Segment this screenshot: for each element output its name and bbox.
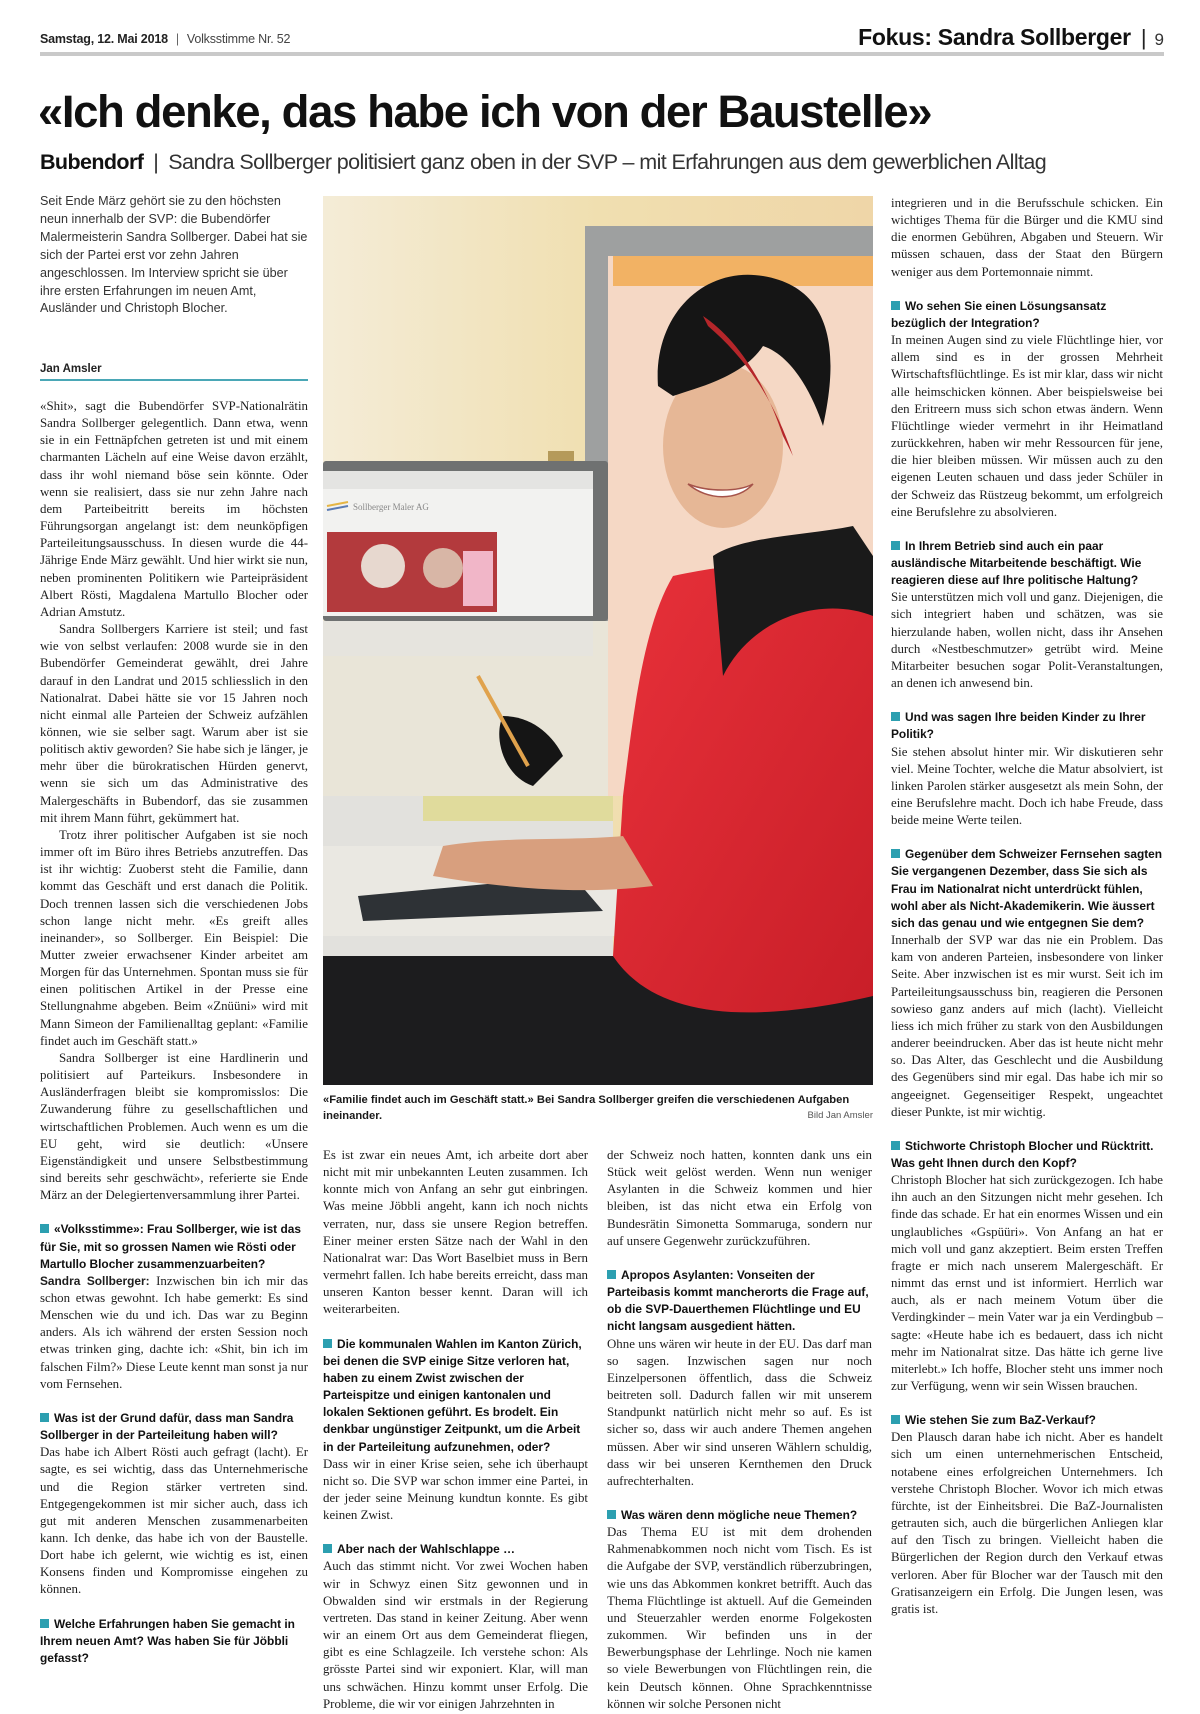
square-bullet-icon — [891, 712, 900, 721]
interview-question: Und was sagen Ihre beiden Kinder zu Ihrer Politik? — [891, 710, 1146, 742]
interview-question: Was wären denn mögliche neue Themen? — [607, 1507, 872, 1524]
square-bullet-icon — [607, 1270, 616, 1279]
masthead-rule — [40, 52, 1164, 56]
section-title: Fokus: Sandra Sollberger — [858, 24, 1131, 50]
body-paragraph: Sandra Sollbergers Karriere ist steil; und fast wie von selbst verlaufen: 2008 wurde sie in den Bubendörfer Gemeinderat gewählt, drei Jahre darauf in den Landrat und 2015 schliesslich in den Nationalrat. Dabei hätte sie vor 15 Jahren noch nicht einmal alle Parteien der Schweiz aufzählen können, wie sie selber sagt. Warum aber ist sie politisch aktiv geworden? Sie habe sich je länger, je mehr über die bürokratischen Hürden genervt, wenn sie sich um das Administrative des Malergeschäfts in Bubendorf, das sie zusammen mit ihrem Mann führt, gekümmert hat. — [40, 622, 308, 825]
article-photo — [323, 196, 873, 1085]
column-3 — [607, 1147, 872, 1713]
photo-credit: Bild Jan Amsler — [807, 1110, 873, 1121]
interview-answer: der Schweiz noch hatten, konnten dank uns ein Stück weit gelöst werden. Wenn nun weniger Asylanten in die Schweiz kommen und hier bleiben, ist das nicht etwa ein Erfolg von Bundesrätin Simonetta Sommaruga, sondern nur auf unsere Gegenwehr zurückzuführen. — [607, 1148, 872, 1248]
interview-question: «Volksstimme»: Frau Sollberger, wie ist das für Sie, mit so grossen Namen wie Rösti oder Martullo Blocher zusammenzuarbeiten? — [40, 1222, 301, 1271]
square-bullet-icon — [40, 1224, 49, 1233]
author-byline: Jan Amsler — [40, 363, 308, 381]
photo-caption: «Familie findet auch im Geschäft statt.» Bei Sandra Sollberger greifen die verschiedenen Aufgaben ineinander. — [323, 1094, 850, 1122]
masthead-left — [40, 32, 290, 46]
square-bullet-icon — [891, 301, 900, 310]
square-bullet-icon — [891, 1141, 900, 1150]
column-1 — [40, 398, 308, 1667]
masthead-separator: | — [175, 32, 179, 46]
interview-answer: Auch das stimmt nicht. Vor zwei Wochen haben wir in Schwyz einen Sitz gewonnen und in Obwalden sind wir erstmals in der Regierung vertreten. Das stand in keiner Zeitung. Aber wenn wir an einem Ort aus dem Gemeinderat fliegen, gibt es eine Schlagzeile. Ich verstehe schon: Als grösste Partei sind wir exponiert. Klar, will man uns schwächen. Hinzu kommt unser Erfolg. Die Probleme, die wir vor einigen Jahrzehnten in — [323, 1559, 588, 1711]
body-paragraph: Trotz ihrer politischer Aufgaben ist sie noch immer oft im Büro ihres Betriebs anzutreffen. Das ist ihr wichtig: Zuoberst steht die Familie, dann kommt das Geschäft und erst danach die Politik. Doch trennen lassen sich die verschiedenen Jobs schon lange nicht mehr. «Es greift alles ineinander», so Sollberger. Ein Beispiel: Die Mutter zweier erwachsener Kinder arbeitet am Morgen für das Unternehmen. Spontan muss sie für einen politischen Artikel in der Presse eine Stellungnahme abgeben. Beim «Znüüni» wird mit Mann Simeon der Familienalltag geplant: «Familie findet auch im Geschäft statt.» — [40, 827, 308, 1048]
interview-answer: Sie stehen absolut hinter mir. Wir diskutieren sehr viel. Meine Tochter, welche die Matur absolviert, ist linken Parolen stärker ausgesetzt als mein Sohn, der eine Berufslehre macht. Doch ich habe Freude, dass beide meine Werte teilen. — [891, 744, 1163, 828]
interview-question: Aber nach der Wahlschlappe … — [323, 1541, 588, 1558]
interview-question: Welche Erfahrungen haben Sie gemacht in Ihrem neuen Amt? Was haben Sie für Jöbbli gefasst? — [40, 1616, 295, 1665]
speaker-label: Sandra Sollberger: — [40, 1273, 150, 1288]
interview-answer: Ohne uns wären wir heute in der EU. Das darf man so sagen. Inzwischen sagen nur noch Einzelpersonen öffentlich, dass die Schweiz beitreten soll. Dadurch fallen wir mit unserem Standpunkt natürlich nicht mehr so auf. Es ist sicher so, dass wir auch andere Themen angehen müssen. Aber wir sind unseren Wählern schuldig, dass wir bei unseren Kernthemen den Druck aufrechterhalten. — [607, 1336, 872, 1488]
interview-question: Gegenüber dem Schweizer Fernsehen sagten Sie vergangenen Dezember, dass Sie sich als Frau im Nationalrat nicht unterdrückt fühlen, wohl aber als Nicht-Akademikerin. Wie äussert sich das genau und wie entgegnen Sie dem? — [891, 847, 1163, 930]
page-number: 9 — [1154, 30, 1164, 49]
interview-answer: Innerhalb der SVP war das nie ein Problem. Das kam von anderen Parteien, insbesondere von linker Seite. Aber inzwischen ist es mir wurst. Seit ich im Parteileitungsausschuss bin, reagieren die Personen sowieso ganz anders auf mich (lacht). Vielleicht liess ich mich früher zu stark von den Ausbildungen anderer beeindrucken. Aber das ist heute nicht mehr so. Das Alter, das Geschlecht und die Ausbildung des Gegenübers sind mir egal. Das habe ich mir so angeeignet. Gegenseitiger Respekt, ungeachtet dieser Punkte, ist mir wichtig. — [891, 933, 1163, 1119]
monitor-website-title: Sollberger Maler AG — [353, 502, 429, 512]
square-bullet-icon — [891, 1415, 900, 1424]
interview-answer: Das Thema EU ist mit dem drohenden Rahmenabkommen noch nicht vom Tisch. Es ist die Aufgabe der SVP, verständlich rüberzubringen, wie uns das Abkommen konkret betrifft. Auch das Thema Flüchtlinge ist aktuell. Auf die Gemeinden und Steuerzahler werden enorme Folgekosten zukommen. Wir befinden uns in der Bewerbungsphase der Lehrlinge. Noch nie kamen so viele Bewerbungen von Flüchtlingen rein, die kein Deutsch können. Ohne Sprachkenntnisse können wir solche Personen nicht — [607, 1525, 872, 1711]
interview-answer: Dass wir in einer Krise seien, sehe ich überhaupt nicht so. Die SVP war schon immer eine Partei, in der jeder seine Meinung kundtun konnte. Es gibt keinen Zwist. — [323, 1456, 588, 1523]
interview-question: Wo sehen Sie einen Lösungsansatz bezüglich der Integration? — [891, 298, 1107, 330]
square-bullet-icon — [323, 1544, 332, 1553]
portrait-photo-illustration — [323, 196, 873, 1085]
section-separator: | — [1140, 25, 1147, 50]
subhead-text: Sandra Sollberger politisiert ganz oben in der SVP – mit Erfahrungen aus dem gewerblichen Alltag — [168, 150, 1047, 174]
article-subhead — [40, 150, 1170, 175]
issue-number: Volksstimme Nr. 52 — [186, 32, 291, 46]
article-lead: Seit Ende März gehört sie zu den höchsten neun innerhalb der SVP: die Bubendörfer Malermeisterin Sandra Sollberger. Dabei hat sie sich der Partei erst vor zehn Jahren angeschlossen. Im Interview spricht sie über ihre ersten Erfahrungen im neuen Amt, Ausländer und Christoph Blocher. — [40, 194, 308, 316]
square-bullet-icon — [891, 849, 900, 858]
interview-question: Stichworte Christoph Blocher und Rücktritt. Was geht Ihnen durch den Kopf? — [891, 1138, 1154, 1170]
square-bullet-icon — [40, 1619, 49, 1628]
interview-question: Apropos Asylanten: Vonseiten der Parteibasis kommt mancherorts die Frage auf, ob die SVP-Dauerthemen Flüchtlinge und EU nicht langsam ausgedient hätten. — [607, 1267, 869, 1334]
interview-answer: Den Plausch daran habe ich nicht. Aber es handelt sich um einen unternehmerischen Entscheid, notabene eines erfolgreichen Unternehmers. Ich verstehe Christoph Blocher. Wovor ich mich etwas fürchte, ist der Einheitsbrei. Die BaZ-Journalisten getrauten sich, auch die bürgerlichen Anliegen klar auf den Tisch zu bringen. Vielleicht haben die Bürgerlichen der Region durch den Verkauf etwas verloren. Aber für Blocher war der Tausch mit den Gratisanzeigern ein Erfolg. Die Jungen lesen, was gratis ist. — [891, 1430, 1163, 1616]
masthead-right — [858, 24, 1164, 51]
interview-answer: Sandra Sollberger: Inzwischen bin ich mir das schon etwas gewohnt. Ich habe gemerkt: Es sind Menschen wie du und ich. Das war zu Beginn anders. Als ich während der ersten Session noch etwas trinken ging, dachte ich: «Shit, bin ich im falschen Film?» Diese Leute kennt man sonst ja nur vom Fernsehen. — [40, 1273, 308, 1391]
dateline-place: Bubendorf — [40, 150, 144, 174]
interview-answer: Es ist zwar ein neues Amt, ich arbeite dort aber nicht mit mir unbekannten Leuten zusammen. Ich konnte mich von Anfang an sehr gut einbringen. Was meine Jöbbli angeht, kann ich noch nichts verraten, nur, dass sie unsere Region betreffen. Einer meiner ersten Sätze nach der Wahl in den Nationalrat war: Das Wort Baselbiet muss in Bern vermehrt fallen. Ich habe bereits erreicht, dass man unseren Kanton besser kennt. Daran will ich weiterarbeiten. — [323, 1148, 588, 1317]
article-headline: «Ich denke, das habe ich von der Baustelle» — [38, 86, 932, 137]
interview-answer: integrieren und in die Berufsschule schicken. Ein wichtiges Thema für die Bürger und die KMU sind die enormen Gebühren, Abgaben und Steuern. Wir müssen schauen, dass der Staat den Bürgern weniger aus dem Portemonnaie nimmt. — [891, 196, 1163, 279]
interview-question: In Ihrem Betrieb sind auch ein paar ausländische Mitarbeitende beschäftigt. Wie reagieren diese auf Ihre politische Haltung? — [891, 538, 1142, 588]
interview-question: Die kommunalen Wahlen im Kanton Zürich, bei denen die SVP einige Sitze verloren hat, haben zu einem Zwist zwischen der Parteispitze und einigen kantonalen und lokalen Sektionen geführt. Es brodelt. Ein denkbar ungünstiger Zeitpunkt, um die Arbeit in der Parteileitung aufzunehmen, oder? — [323, 1336, 582, 1454]
body-paragraph: «Shit», sagt die Bubendörfer SVP-Nationalrätin Sandra Sollberger gelegentlich. Dann etwa, wenn sie in ein Fettnäpfchen getreten ist und mit einem charmanten Lächeln auf eine Weise davon erzählt, dass ihr wohl niemand böse sein könnte. Oder wenn sie realisiert, dass sie nur zehn Jahre nach dem Parteibeitritt bereits im höchsten Führungsorgan angelangt ist: dem neunköpfigen Parteileitungsausschuss. In diesen wurde die 44-Jährige Ende März gewählt. Und hier wirkt sie nun, neben prominenten Politikern wie Parteipräsident Albert Rösti, Magdalena Martullo Blocher oder Adrian Amstutz. — [40, 399, 308, 619]
interview-answer: Sie unterstützen mich voll und ganz. Diejenigen, die sich integriert haben und schätzen, was sie hierzulande haben, wollen nicht, dass ihr Ansehen durch «Nestbeschmutzer» getrübt wird. Meine Mitarbeiter besuchen sogar Polit-Veranstaltungen, an denen ich anwesend bin. — [891, 590, 1163, 691]
square-bullet-icon — [323, 1339, 332, 1348]
interview-question: Wie stehen Sie zum BaZ-Verkauf? — [891, 1412, 1163, 1429]
interview-answer: Das habe ich Albert Rösti auch gefragt (lacht). Er sagte, es sei wichtig, dass das Unternehmerische und die Region stärker vertreten sind. Entgegengekommen ist mir sicher auch, dass ich gut mit anderen Menschen zusammenarbeiten kann. Ich denke, das habe ich von der Baustelle. Dort habe ich gelernt, wie wichtig es ist, einen Konsens finden und Kompromisse eingehen zu können. — [40, 1445, 308, 1597]
square-bullet-icon — [607, 1510, 616, 1519]
square-bullet-icon — [891, 541, 900, 550]
subhead-separator: | — [153, 150, 159, 174]
column-4 — [891, 195, 1163, 1618]
body-paragraph: Sandra Sollberger ist eine Hardlinerin und politisiert auf Parteikurs. Insbesondere in Ausländerfragen bleibt sie kompromisslos: Die Zuwanderung führe zu gesellschaftlichen und wirtschaftlichen Problemen. Auch wenn es um die EU geht, wird sie deutlich: «Unsere Eigenständigkeit und unsere Selbstbestimmung sind bereits sehr geschwächt», referierte sie Ende März an der Delegiertenversammlung ihrer Partei. — [40, 1050, 308, 1203]
column-2 — [323, 1147, 588, 1713]
interview-question: Was ist der Grund dafür, dass man Sandra Sollberger in der Parteileitung haben will? — [40, 1410, 294, 1443]
square-bullet-icon — [40, 1413, 49, 1422]
interview-answer: Christoph Blocher hat sich zurückgezogen. Ich habe ihn auch an den Sitzungen nicht mehr gesehen. Ich finde das schade. Er hat ein enormes Wissen und ein unglaubliches «Gspüüri». Von Anfang an hat er mich voll und ganz akzeptiert. Beim ersten Treffen fragte er mich nach unserem Malergeschäft. Er nimmt das ernst und ist informiert. Herrlich war auch, als er nach meinem Votum über die Verdingkinder – mein Vater war ja ein Verdingbub – sagte: «Heute habe ich es bedauert, dass ich nicht mehr im Nationalrat sitze. Das hätte ich gerne live miterlebt.» Ich hoffe, Blocher steht uns immer noch zur Verfügung, wenn wir sein Wissen brauchen. — [891, 1173, 1163, 1393]
issue-date: Samstag, 12. Mai 2018 — [40, 32, 168, 46]
interview-answer: In meinen Augen sind zu viele Flüchtlinge hier, vor allem sind es in der grossen Mehrheit Wirtschaftsflüchtlinge. Es ist mir klar, dass wir nicht alle heimschicken können. Aber beispielsweise bei den Eritreern muss sich schon etwas ändern. Wenn Flüchtlinge wieder vermehrt in ihr Heimatland zurückkehren, haben wir mehr Ressourcen für jene, die hier bleiben müssen. Wir müssen auch zu den eigenen Leuten schauen und dass jeder Schüler in der Schweiz das Rüstzeug bekommt, um erfolgreich eine Berufslehre zu absolvieren. — [891, 333, 1163, 519]
